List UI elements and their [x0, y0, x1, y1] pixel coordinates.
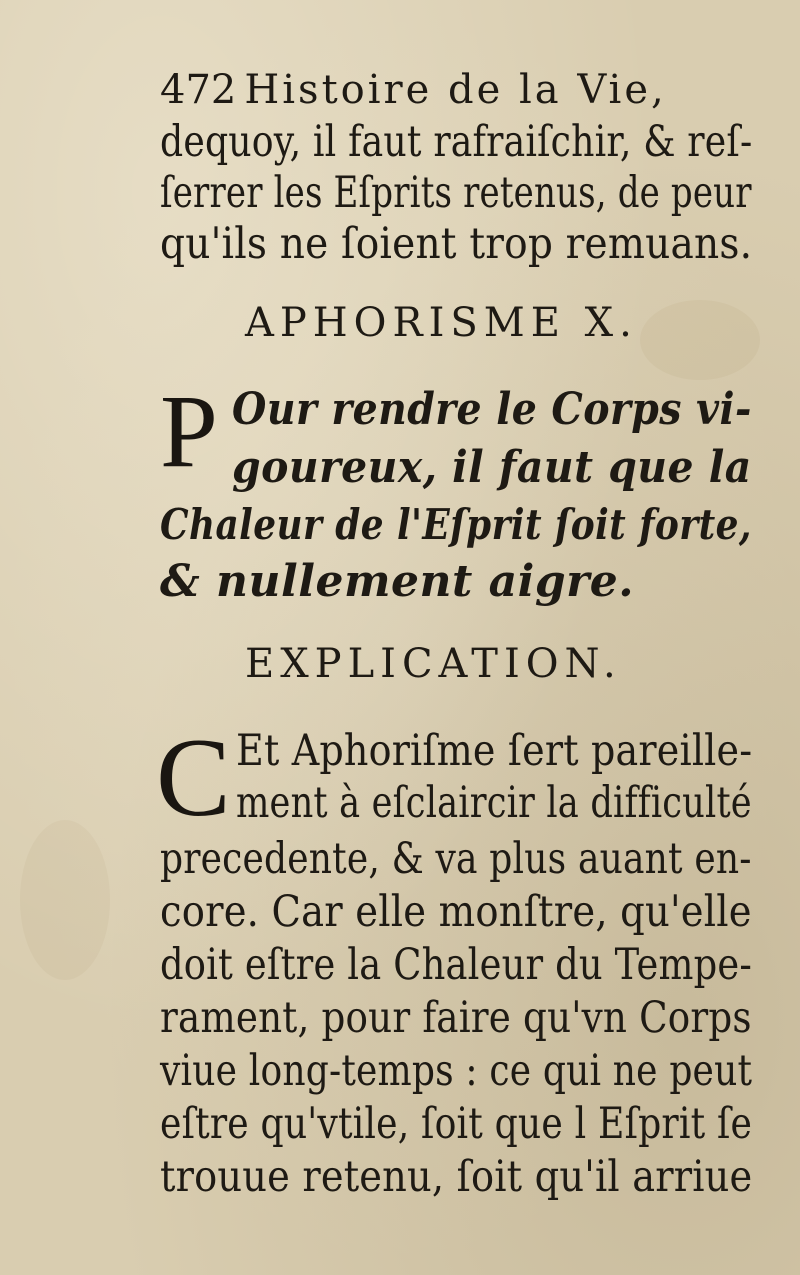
running-header: [160, 67, 667, 113]
paper-stain: [20, 820, 110, 980]
explication-line: trouue retenu, ſoit qu'il arriue: [160, 1152, 753, 1202]
aphorism-line: & nullement aigre.: [160, 556, 635, 607]
aphorism-line: Our rendre le Corps vi-: [232, 384, 752, 435]
aphorism-drop-cap: P: [160, 374, 218, 489]
explication-line: Et Aphoriſme ſert pareille-: [236, 726, 753, 776]
explication-line: eſtre qu'vtile, ſoit que l Eſprit ſe: [160, 1099, 753, 1149]
body-line: dequoy, il faut rafraiſchir, & reſ-: [160, 117, 753, 167]
running-title: Histoire de la Vie,: [244, 67, 667, 113]
explication-line: rament, pour faire qu'vn Corps: [160, 993, 752, 1043]
explication-line: viue long-temps : ce qui ne peut: [160, 1046, 753, 1096]
explication-drop-cap: C: [156, 716, 231, 840]
body-line: qu'ils ne ſoient trop remuans.: [160, 219, 753, 269]
explication-line: core. Car elle monſtre, qu'elle: [160, 887, 752, 937]
explication-line: doit eſtre la Chaleur du Tempe-: [160, 940, 752, 990]
page-number: 472: [160, 67, 237, 113]
aphorism-heading: APHORISME X.: [245, 300, 638, 346]
explication-line: ment à eſclaircir la difficulté: [236, 778, 752, 828]
explication-heading: EXPLICATION.: [245, 641, 622, 687]
aphorism-line: Chaleur de l'Eſprit ſoit forte,: [160, 500, 752, 549]
aphorism-line: goureux, il faut que la: [232, 442, 752, 493]
body-line: ſerrer les Eſprits retenus, de peur: [160, 168, 752, 218]
explication-line: precedente, & va plus auant en-: [160, 834, 752, 884]
paper-stain: [640, 300, 760, 380]
